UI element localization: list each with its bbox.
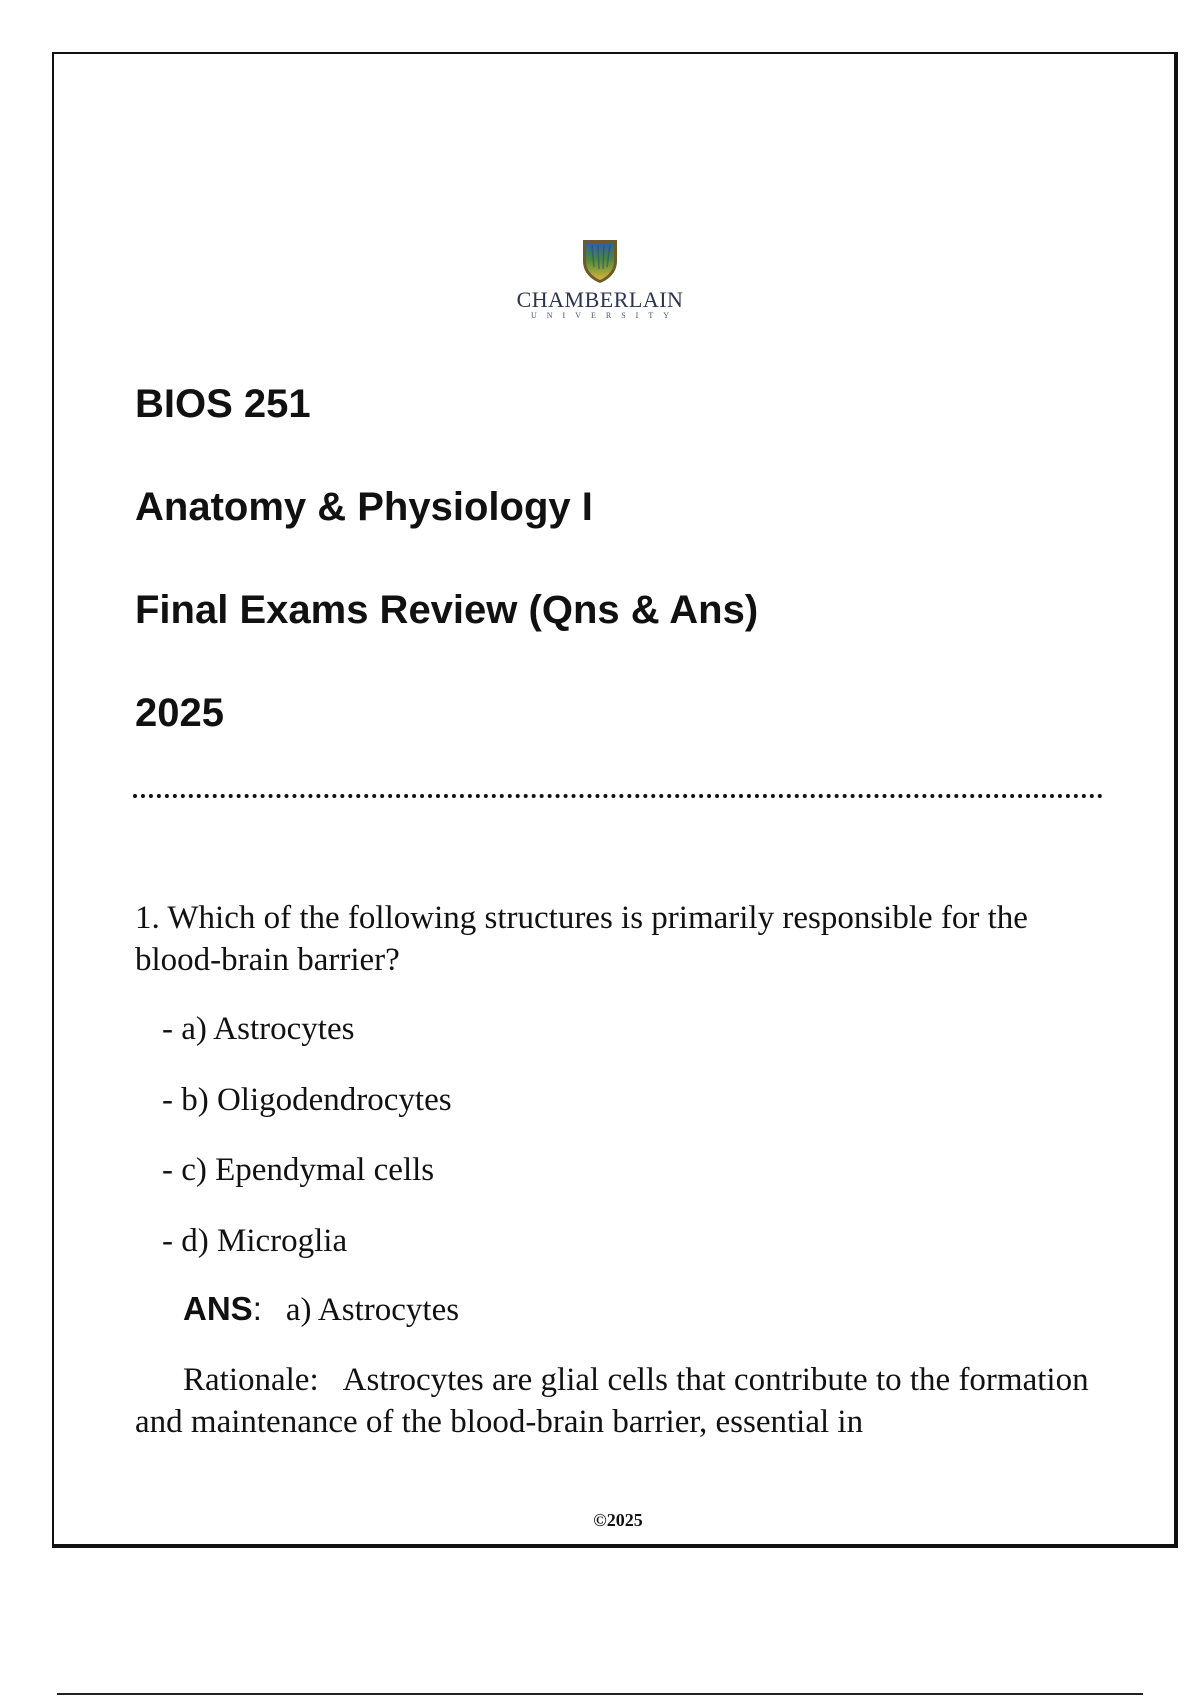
- shield-icon: [580, 237, 620, 285]
- dotted-divider: [133, 794, 1103, 798]
- rationale-paragraph: [135, 1359, 1095, 1443]
- option-d: - d) Microglia: [162, 1223, 348, 1259]
- review-title-heading: Final Exams Review (Qns & Ans): [135, 588, 759, 632]
- footer-copyright: ©2025: [593, 1510, 643, 1530]
- bottom-rule: [57, 1693, 1143, 1695]
- logo-name: CHAMBERLAIN: [516, 287, 684, 312]
- option-c: - c) Ependymal cells: [162, 1152, 435, 1188]
- question-text: 1. Which of the following structures is primarily responsible for the blood-brain barrier?: [135, 900, 1028, 978]
- option-a: - a) Astrocytes: [162, 1011, 355, 1047]
- logo-subtitle: UNIVERSITY: [531, 311, 679, 320]
- year-heading: 2025: [135, 691, 224, 735]
- subject-heading: Anatomy & Physiology I: [135, 485, 593, 529]
- university-logo: [500, 237, 700, 321]
- answer-colon: :: [252, 1290, 262, 1327]
- answer-value: a) Astrocytes: [285, 1292, 460, 1328]
- course-code-heading: BIOS 251: [135, 382, 311, 426]
- answer-line: [183, 1289, 459, 1330]
- rationale-text: Astrocytes are glial cells that contribute to the formation and maintenance of the blood-brain barrier, essential in: [135, 1362, 1089, 1440]
- rationale-label: Rationale:: [183, 1362, 319, 1398]
- answer-label: ANS: [183, 1290, 253, 1327]
- option-b: - b) Oligodendrocytes: [162, 1082, 452, 1118]
